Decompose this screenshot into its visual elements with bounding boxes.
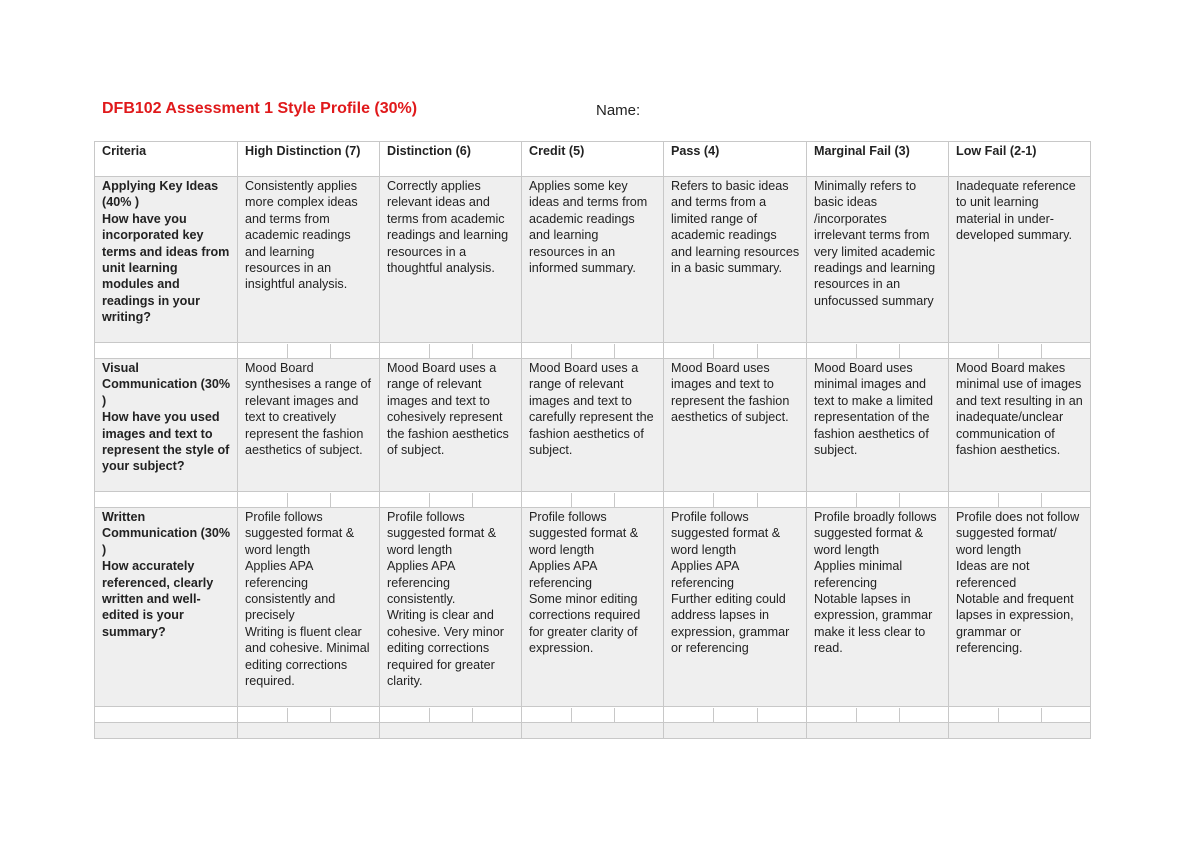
score-cell bbox=[380, 492, 522, 508]
descriptor-pass: Mood Board uses images and text to represent the fashion aesthetics of subject. bbox=[664, 359, 807, 492]
criterion-question: How have you used images and text to represent the style of your subject? bbox=[102, 410, 230, 474]
header-marginal-fail: Marginal Fail (3) bbox=[807, 142, 949, 177]
descriptor-distinction: Mood Board uses a range of relevant images and text to cohesively represent the fashion aesthetics of subject. bbox=[380, 359, 522, 492]
score-cell bbox=[664, 707, 807, 723]
score-spacer bbox=[95, 707, 238, 723]
criterion-row-visual-communication bbox=[95, 359, 1091, 492]
criterion-title: Visual Communication (30% ) bbox=[102, 361, 231, 408]
header-pass: Pass (4) bbox=[664, 142, 807, 177]
descriptor-credit: Profile follows suggested format & word length Applies APA referencing Some minor editing corrections required for greater clarity of expression. bbox=[522, 508, 664, 707]
header-high-distinction: High Distinction (7) bbox=[238, 142, 380, 177]
criterion-row-applying-key-ideas bbox=[95, 177, 1091, 343]
score-cell bbox=[238, 343, 380, 359]
descriptor-pass: Refers to basic ideas and terms from a limited range of academic readings and learning resources in a basic summary. bbox=[664, 177, 807, 343]
score-cell bbox=[949, 707, 1091, 723]
criterion-question: How have you incorporated key terms and ideas from unit learning modules and readings in your writing? bbox=[102, 211, 230, 325]
header-criteria: Criteria bbox=[95, 142, 238, 177]
header-credit: Credit (5) bbox=[522, 142, 664, 177]
score-cell bbox=[949, 343, 1091, 359]
descriptor-high-distinction: Consistently applies more complex ideas and terms from academic readings and learning resources in an insightful analysis. bbox=[238, 177, 380, 343]
score-spacer bbox=[95, 492, 238, 508]
descriptor-low-fail: Inadequate reference to unit learning material in under-developed summary. bbox=[949, 177, 1091, 343]
descriptor-low-fail: Profile does not follow suggested format/ word length Ideas are not referenced Notable and frequent lapses in expression, grammar or referencing. bbox=[949, 508, 1091, 707]
score-cell bbox=[380, 707, 522, 723]
descriptor-credit: Mood Board uses a range of relevant images and text to carefully represent the fashion aesthetics of subject. bbox=[522, 359, 664, 492]
score-cell bbox=[807, 492, 949, 508]
criterion-cell bbox=[95, 177, 238, 343]
score-cell bbox=[522, 707, 664, 723]
criterion-question: How accurately referenced, clearly written and well-edited is your summary? bbox=[102, 559, 214, 639]
header-row bbox=[95, 142, 1091, 177]
score-cell bbox=[380, 343, 522, 359]
total-row bbox=[95, 723, 1091, 739]
score-row bbox=[95, 707, 1091, 723]
descriptor-high-distinction: Mood Board synthesises a range of relevant images and text to creatively represent the fashion aesthetics of subject. bbox=[238, 359, 380, 492]
descriptor-low-fail: Mood Board makes minimal use of images and text resulting in an inadequate/unclear communication of fashion aesthetics. bbox=[949, 359, 1091, 492]
score-cell bbox=[664, 343, 807, 359]
descriptor-distinction: Correctly applies relevant ideas and terms from academic readings and learning resources in a thoughtful analysis. bbox=[380, 177, 522, 343]
score-cell bbox=[949, 492, 1091, 508]
score-cell bbox=[238, 707, 380, 723]
score-cell bbox=[807, 707, 949, 723]
score-cell bbox=[807, 343, 949, 359]
descriptor-credit: Applies some key ideas and terms from academic readings and learning resources in an informed summary. bbox=[522, 177, 664, 343]
total-cell bbox=[807, 723, 949, 739]
total-cell bbox=[522, 723, 664, 739]
total-cell bbox=[238, 723, 380, 739]
descriptor-marginal-fail: Minimally refers to basic ideas /incorporates irrelevant terms from very limited academic readings and learning resources in an unfocussed summary bbox=[807, 177, 949, 343]
total-cell bbox=[949, 723, 1091, 739]
criterion-cell bbox=[95, 508, 238, 707]
score-cell bbox=[522, 492, 664, 508]
total-cell bbox=[380, 723, 522, 739]
descriptor-pass: Profile follows suggested format & word length Applies APA referencing Further editing could address lapses in expression, grammar or referencing bbox=[664, 508, 807, 707]
rubric-table bbox=[94, 141, 1091, 739]
descriptor-marginal-fail: Profile broadly follows suggested format & word length Applies minimal referencing Notable lapses in expression, grammar make it less clear to read. bbox=[807, 508, 949, 707]
descriptor-marginal-fail: Mood Board uses minimal images and text to make a limited representation of the fashion aesthetics of subject. bbox=[807, 359, 949, 492]
descriptor-high-distinction: Profile follows suggested format & word length Applies APA referencing consistently and precisely Writing is fluent clear and cohesive. Minimal editing corrections required. bbox=[238, 508, 380, 707]
score-row bbox=[95, 492, 1091, 508]
score-row bbox=[95, 343, 1091, 359]
document-title: DFB102 Assessment 1 Style Profile (30%) bbox=[102, 100, 418, 117]
criterion-title: Applying Key Ideas (40% ) bbox=[102, 179, 219, 210]
descriptor-distinction: Profile follows suggested format & word length Applies APA referencing consistently. Writing is clear and cohesive. Very minor editing corrections required for greater clarity. bbox=[380, 508, 522, 707]
name-label: Name: bbox=[596, 102, 641, 119]
score-spacer bbox=[95, 343, 238, 359]
criterion-cell bbox=[95, 359, 238, 492]
score-cell bbox=[238, 492, 380, 508]
total-cell bbox=[95, 723, 238, 739]
score-cell bbox=[522, 343, 664, 359]
header-low-fail: Low Fail (2-1) bbox=[949, 142, 1091, 177]
header-distinction: Distinction (6) bbox=[380, 142, 522, 177]
total-cell bbox=[664, 723, 807, 739]
criterion-title: Written Communication (30% ) bbox=[102, 510, 231, 557]
score-cell bbox=[664, 492, 807, 508]
criterion-row-written-communication bbox=[95, 508, 1091, 707]
